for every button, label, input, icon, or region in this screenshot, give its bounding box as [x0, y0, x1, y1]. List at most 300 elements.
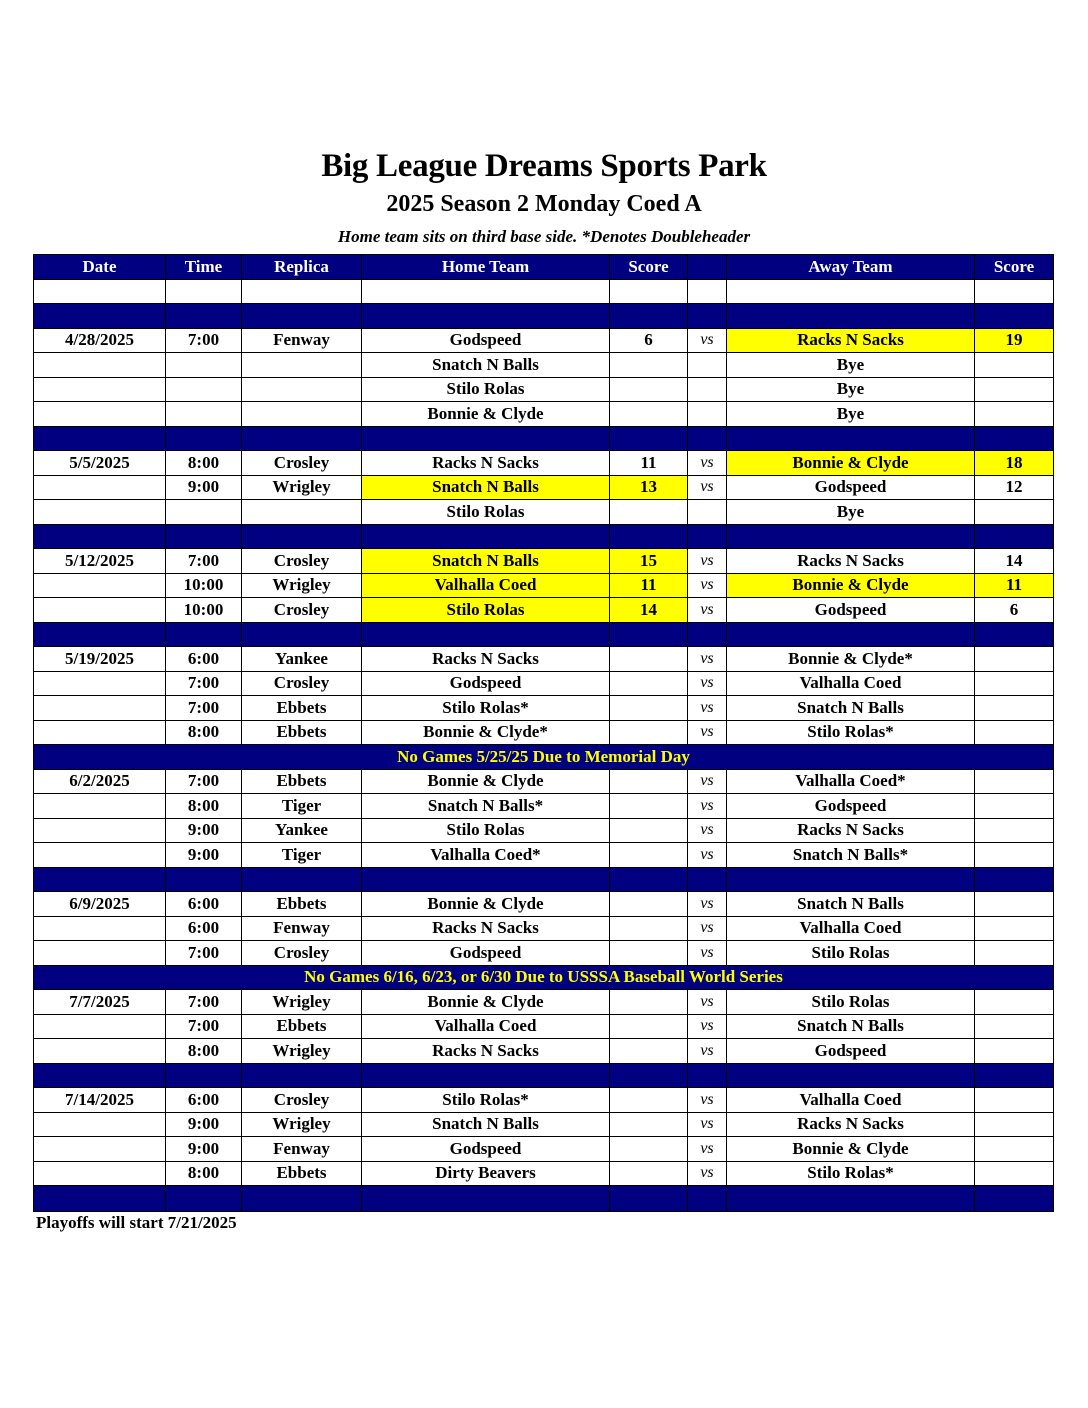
date-cell: 5/12/2025: [34, 549, 166, 573]
away-team-cell: Bonnie & Clyde: [727, 451, 975, 475]
home-score-cell: [610, 623, 688, 647]
week-separator: [34, 427, 1053, 452]
replica-cell: Fenway: [242, 917, 362, 941]
replica-cell: [242, 402, 362, 426]
time-cell: 7:00: [166, 770, 242, 794]
vs-cell: vs: [688, 892, 727, 916]
time-cell: 6:00: [166, 1088, 242, 1112]
vs-cell: [688, 1186, 727, 1211]
header-time: Time: [166, 255, 242, 279]
date-cell: [34, 500, 166, 524]
home-team-cell: Stilo Rolas: [362, 378, 610, 402]
schedule-note: Home team sits on third base side. *Denotes Doubleheader: [337, 227, 751, 246]
time-cell: 8:00: [166, 1039, 242, 1063]
date-cell: [34, 1039, 166, 1063]
away-score-cell: [975, 672, 1053, 696]
vs-cell: [688, 623, 727, 647]
home-score-cell: [610, 353, 688, 377]
away-team-cell: Bonnie & Clyde*: [727, 647, 975, 671]
home-score-cell: [610, 1113, 688, 1137]
no-games-banner: No Games 6/16, 6/23, or 6/30 Due to USSSA Baseball World Series: [34, 966, 1053, 991]
away-score-cell: [975, 378, 1053, 402]
date-cell: [34, 917, 166, 941]
home-score-cell: [610, 941, 688, 965]
date-cell: [34, 476, 166, 500]
home-team-cell: Racks N Sacks: [362, 451, 610, 475]
time-cell: 8:00: [166, 794, 242, 818]
vs-cell: vs: [688, 1088, 727, 1112]
table-row: [34, 574, 1053, 599]
vs-cell: vs: [688, 819, 727, 843]
home-team-cell: Stilo Rolas: [362, 819, 610, 843]
vs-cell: [688, 868, 727, 892]
vs-cell: vs: [688, 1137, 727, 1161]
time-cell: 10:00: [166, 598, 242, 622]
header-away-team: Away Team: [727, 255, 975, 279]
away-team-cell: Godspeed: [727, 1039, 975, 1063]
away-score-cell: [975, 427, 1053, 451]
vs-cell: vs: [688, 329, 727, 353]
vs-cell: [688, 280, 727, 304]
home-team-cell: Bonnie & Clyde: [362, 402, 610, 426]
date-cell: [34, 696, 166, 720]
table-row: [34, 819, 1053, 844]
vs-cell: [688, 402, 727, 426]
time-cell: 8:00: [166, 721, 242, 745]
away-score-cell: [975, 770, 1053, 794]
replica-cell: Wrigley: [242, 1113, 362, 1137]
home-team-cell: Dirty Beavers: [362, 1162, 610, 1186]
away-score-cell: [975, 647, 1053, 671]
table-row: [34, 917, 1053, 942]
time-cell: 8:00: [166, 1162, 242, 1186]
time-cell: [166, 525, 242, 549]
table-row: [34, 1137, 1053, 1162]
header-date: Date: [34, 255, 166, 279]
time-cell: [166, 1064, 242, 1088]
away-team-cell: Stilo Rolas: [727, 941, 975, 965]
time-cell: [166, 304, 242, 328]
vs-cell: vs: [688, 1015, 727, 1039]
away-team-cell: Snatch N Balls*: [727, 843, 975, 867]
home-score-cell: 11: [610, 574, 688, 598]
away-score-cell: [975, 892, 1053, 916]
home-team-cell: Bonnie & Clyde: [362, 892, 610, 916]
away-score-cell: [975, 721, 1053, 745]
replica-cell: Wrigley: [242, 574, 362, 598]
away-team-cell: Valhalla Coed*: [727, 770, 975, 794]
date-cell: [34, 1137, 166, 1161]
home-team-cell: Valhalla Coed*: [362, 843, 610, 867]
replica-cell: Tiger: [242, 794, 362, 818]
home-team-cell: Valhalla Coed: [362, 574, 610, 598]
home-score-cell: [610, 1064, 688, 1088]
home-score-cell: [610, 500, 688, 524]
away-score-cell: [975, 696, 1053, 720]
away-score-cell: [975, 500, 1053, 524]
table-row: [34, 1015, 1053, 1040]
home-score-cell: [610, 647, 688, 671]
home-score-cell: [610, 770, 688, 794]
away-score-cell: [975, 623, 1053, 647]
home-team-cell: Stilo Rolas*: [362, 696, 610, 720]
away-team-cell: Racks N Sacks: [727, 549, 975, 573]
table-row: [34, 770, 1053, 795]
home-score-cell: [610, 427, 688, 451]
replica-cell: Crosley: [242, 941, 362, 965]
time-cell: [166, 402, 242, 426]
home-score-cell: [610, 1015, 688, 1039]
header-vs: [688, 255, 727, 279]
home-team-cell: [362, 525, 610, 549]
vs-cell: [688, 378, 727, 402]
time-cell: 9:00: [166, 476, 242, 500]
time-cell: 9:00: [166, 1113, 242, 1137]
table-row: [34, 451, 1053, 476]
replica-cell: Wrigley: [242, 990, 362, 1014]
away-team-cell: Stilo Rolas*: [727, 721, 975, 745]
away-team-cell: Bonnie & Clyde: [727, 574, 975, 598]
time-cell: 9:00: [166, 819, 242, 843]
away-score-cell: [975, 819, 1053, 843]
home-score-cell: [610, 696, 688, 720]
time-cell: 7:00: [166, 696, 242, 720]
away-team-cell: Racks N Sacks: [727, 819, 975, 843]
away-team-cell: [727, 623, 975, 647]
away-score-cell: 11: [975, 574, 1053, 598]
vs-cell: [688, 353, 727, 377]
table-row: [34, 329, 1053, 354]
vs-cell: vs: [688, 696, 727, 720]
home-score-cell: [610, 990, 688, 1014]
time-cell: [166, 280, 242, 304]
away-team-cell: Bye: [727, 402, 975, 426]
home-team-cell: [362, 280, 610, 304]
home-team-cell: [362, 868, 610, 892]
vs-cell: vs: [688, 598, 727, 622]
replica-cell: [242, 1186, 362, 1211]
away-team-cell: Racks N Sacks: [727, 329, 975, 353]
table-row: [34, 672, 1053, 697]
table-row: [34, 1113, 1053, 1138]
playoffs-note: Playoffs will start 7/21/2025: [36, 1213, 237, 1232]
away-team-cell: [727, 280, 975, 304]
away-score-cell: [975, 794, 1053, 818]
table-row: [34, 990, 1053, 1015]
vs-cell: vs: [688, 794, 727, 818]
time-cell: [166, 868, 242, 892]
week-separator: [34, 623, 1053, 648]
vs-cell: [688, 1064, 727, 1088]
vs-cell: [688, 525, 727, 549]
week-separator: [34, 1186, 1053, 1211]
table-row: [34, 598, 1053, 623]
away-team-cell: Bye: [727, 500, 975, 524]
date-cell: [34, 378, 166, 402]
away-team-cell: Stilo Rolas*: [727, 1162, 975, 1186]
time-cell: [166, 1186, 242, 1211]
home-score-cell: [610, 525, 688, 549]
home-team-cell: [362, 623, 610, 647]
away-score-cell: 14: [1005, 550, 1023, 570]
table-row: [34, 1162, 1053, 1187]
week-separator: [34, 525, 1053, 550]
table-row: [34, 794, 1053, 819]
time-cell: 6:00: [166, 647, 242, 671]
schedule-table: [33, 254, 1054, 1212]
date-cell: [34, 1186, 166, 1211]
replica-cell: Yankee: [242, 647, 362, 671]
date-cell: [34, 1015, 166, 1039]
away-team-cell: Snatch N Balls: [727, 696, 975, 720]
away-score-cell: 18: [975, 451, 1053, 475]
table-row: [34, 1039, 1053, 1064]
home-team-cell: [362, 304, 610, 328]
blank-row: [34, 280, 1053, 305]
home-team-cell: Racks N Sacks: [362, 1039, 610, 1063]
away-score-cell: [975, 402, 1053, 426]
vs-cell: vs: [688, 843, 727, 867]
home-team-cell: Stilo Rolas*: [362, 1088, 610, 1112]
home-score-cell: [610, 304, 688, 328]
away-score-cell: [975, 868, 1053, 892]
replica-cell: [242, 1064, 362, 1088]
table-row: [34, 843, 1053, 868]
date-cell: [34, 598, 166, 622]
table-row: [34, 696, 1053, 721]
away-team-cell: Godspeed: [727, 598, 975, 622]
home-team-cell: Racks N Sacks: [362, 917, 610, 941]
vs-cell: vs: [688, 574, 727, 598]
replica-cell: Ebbets: [242, 1162, 362, 1186]
replica-cell: [242, 427, 362, 451]
away-score-cell: 6: [1009, 599, 1019, 619]
replica-cell: Crosley: [242, 672, 362, 696]
home-team-cell: Bonnie & Clyde: [362, 990, 610, 1014]
away-team-cell: Racks N Sacks: [727, 1113, 975, 1137]
away-team-cell: [727, 525, 975, 549]
vs-cell: vs: [688, 451, 727, 475]
table-row: [34, 549, 1053, 574]
date-cell: [34, 1162, 166, 1186]
home-team-cell: [362, 1064, 610, 1088]
table-row: [34, 476, 1053, 501]
home-score-cell: [610, 1162, 688, 1186]
replica-cell: Tiger: [242, 843, 362, 867]
replica-cell: Crosley: [242, 549, 362, 573]
vs-cell: vs: [688, 941, 727, 965]
header-replica: Replica: [242, 255, 362, 279]
time-cell: [166, 623, 242, 647]
home-score-cell: 14: [610, 598, 688, 622]
away-team-cell: [727, 304, 975, 328]
date-cell: [34, 1113, 166, 1137]
time-cell: [166, 353, 242, 377]
away-team-cell: Valhalla Coed: [727, 672, 975, 696]
week-separator: [34, 304, 1053, 329]
replica-cell: Wrigley: [242, 476, 362, 500]
replica-cell: [242, 868, 362, 892]
away-score-cell: [975, 1186, 1053, 1211]
away-team-cell: [727, 1186, 975, 1211]
table-row: [34, 402, 1053, 427]
home-score-cell: 11: [610, 451, 688, 475]
replica-cell: Yankee: [242, 819, 362, 843]
away-team-cell: Godspeed: [727, 794, 975, 818]
time-cell: 6:00: [166, 917, 242, 941]
date-cell: [34, 843, 166, 867]
date-cell: [34, 280, 166, 304]
date-cell: 5/5/2025: [34, 451, 166, 475]
time-cell: 7:00: [166, 329, 242, 353]
date-cell: [34, 304, 166, 328]
away-score-cell: [975, 525, 1053, 549]
replica-cell: Ebbets: [242, 892, 362, 916]
home-team-cell: Racks N Sacks: [362, 647, 610, 671]
home-team-cell: Bonnie & Clyde: [362, 770, 610, 794]
header-away-score: Score: [993, 256, 1035, 276]
home-score-cell: 15: [610, 549, 688, 573]
home-score-cell: [610, 794, 688, 818]
replica-cell: Ebbets: [242, 696, 362, 720]
away-score-cell: [975, 1064, 1053, 1088]
date-cell: [34, 574, 166, 598]
away-score-cell: [975, 1039, 1053, 1063]
home-score-cell: [610, 721, 688, 745]
date-cell: [34, 794, 166, 818]
vs-cell: vs: [688, 917, 727, 941]
away-team-cell: Bye: [727, 353, 975, 377]
vs-cell: vs: [688, 672, 727, 696]
date-cell: 4/28/2025: [34, 329, 166, 353]
replica-cell: [242, 280, 362, 304]
week-separator: [34, 1064, 1053, 1089]
home-score-cell: [610, 868, 688, 892]
away-score-cell: [975, 941, 1053, 965]
away-score-cell: [975, 1113, 1053, 1137]
time-cell: 7:00: [166, 549, 242, 573]
date-cell: [34, 672, 166, 696]
time-cell: [166, 427, 242, 451]
replica-cell: Wrigley: [242, 1039, 362, 1063]
date-cell: [34, 427, 166, 451]
replica-cell: [242, 378, 362, 402]
replica-cell: [242, 500, 362, 524]
page-subtitle: 2025 Season 2 Monday Coed A: [386, 191, 702, 217]
away-team-cell: Valhalla Coed: [727, 1088, 975, 1112]
date-cell: 6/9/2025: [34, 892, 166, 916]
home-team-cell: Snatch N Balls: [362, 549, 610, 573]
table-header: [34, 255, 1053, 280]
home-team-cell: Snatch N Balls*: [362, 794, 610, 818]
date-cell: [34, 353, 166, 377]
time-cell: [166, 500, 242, 524]
header-home-team: Home Team: [362, 255, 610, 279]
vs-cell: [688, 427, 727, 451]
table-row: [34, 500, 1053, 525]
time-cell: 7:00: [166, 1015, 242, 1039]
time-cell: 8:00: [166, 451, 242, 475]
away-team-cell: Valhalla Coed: [727, 917, 975, 941]
home-score-cell: [610, 1088, 688, 1112]
home-score-cell: [610, 672, 688, 696]
time-cell: 10:00: [166, 574, 242, 598]
home-team-cell: Godspeed: [362, 941, 610, 965]
home-team-cell: Snatch N Balls: [362, 476, 610, 500]
time-cell: 9:00: [166, 843, 242, 867]
home-team-cell: Godspeed: [362, 672, 610, 696]
home-team-cell: [362, 1186, 610, 1211]
home-team-cell: Godspeed: [362, 329, 610, 353]
table-row: [34, 378, 1053, 403]
date-cell: [34, 402, 166, 426]
time-cell: 6:00: [166, 892, 242, 916]
date-cell: [34, 1064, 166, 1088]
replica-cell: [242, 353, 362, 377]
replica-cell: [242, 304, 362, 328]
no-games-banner: No Games 5/25/25 Due to Memorial Day: [34, 745, 1053, 770]
home-score-cell: [610, 819, 688, 843]
date-cell: [34, 941, 166, 965]
table-row: [34, 941, 1053, 966]
date-cell: 7/14/2025: [34, 1088, 166, 1112]
home-score-cell: [610, 843, 688, 867]
vs-cell: vs: [688, 721, 727, 745]
replica-cell: Crosley: [242, 1088, 362, 1112]
home-team-cell: Godspeed: [362, 1137, 610, 1161]
away-team-cell: [727, 868, 975, 892]
table-row: [34, 353, 1053, 378]
away-score-cell: [975, 304, 1053, 328]
home-score-cell: [610, 280, 688, 304]
vs-cell: vs: [688, 990, 727, 1014]
replica-cell: [242, 623, 362, 647]
replica-cell: Ebbets: [242, 1015, 362, 1039]
home-score-cell: [610, 378, 688, 402]
away-score-cell: [975, 990, 1053, 1014]
table-row: [34, 721, 1053, 746]
home-score-cell: [610, 1186, 688, 1211]
date-cell: [34, 721, 166, 745]
away-team-cell: Godspeed: [727, 476, 975, 500]
table-row: [34, 1088, 1053, 1113]
home-score-cell: [610, 917, 688, 941]
away-team-cell: Bonnie & Clyde: [727, 1137, 975, 1161]
vs-cell: vs: [688, 647, 727, 671]
home-team-cell: Stilo Rolas: [362, 500, 610, 524]
home-score-cell: 6: [610, 329, 688, 353]
header-home-score: Score: [610, 255, 688, 279]
home-team-cell: Stilo Rolas: [362, 598, 610, 622]
home-score-cell: [610, 892, 688, 916]
date-cell: 5/19/2025: [34, 647, 166, 671]
vs-cell: vs: [688, 1039, 727, 1063]
home-team-cell: Valhalla Coed: [362, 1015, 610, 1039]
away-score-cell: [975, 1015, 1053, 1039]
away-score-cell: [975, 1162, 1053, 1186]
home-team-cell: Snatch N Balls: [362, 1113, 610, 1137]
time-cell: 7:00: [166, 941, 242, 965]
replica-cell: Fenway: [242, 1137, 362, 1161]
replica-cell: Fenway: [242, 329, 362, 353]
away-team-cell: Snatch N Balls: [727, 892, 975, 916]
away-score-cell: [975, 917, 1053, 941]
home-score-cell: 13: [610, 476, 688, 500]
away-score-cell: [975, 843, 1053, 867]
replica-cell: Ebbets: [242, 770, 362, 794]
time-cell: 7:00: [166, 990, 242, 1014]
date-cell: 7/7/2025: [34, 990, 166, 1014]
